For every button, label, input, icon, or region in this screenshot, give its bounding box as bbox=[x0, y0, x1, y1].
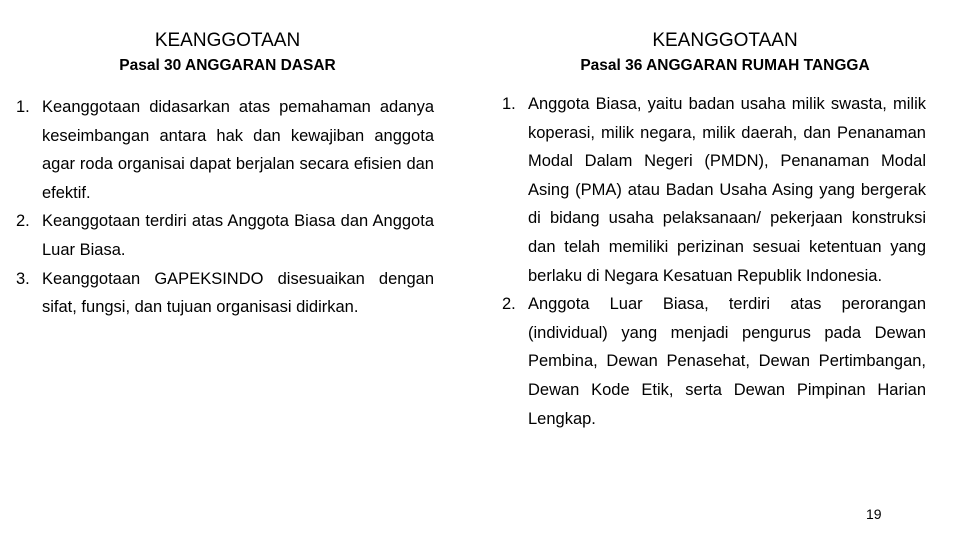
item-text: Anggota Luar Biasa, terdiri atas perorangan (individual) yang menjadi pengurus pada Dewan Pembina, Dewan Penasehat, Dewan Pertimbangan, Dewan Kode Etik, serta Dewan Pimpinan Harian Lengkap. bbox=[528, 295, 926, 428]
right-item-list bbox=[502, 90, 926, 433]
item-number: 1. bbox=[502, 95, 516, 113]
right-subtitle: Pasal 36 ANGGARAN RUMAH TANGGA bbox=[580, 57, 870, 74]
item-text: Keanggotaan terdiri atas Anggota Biasa dan Anggota Luar Biasa. bbox=[42, 212, 434, 259]
list-item bbox=[502, 90, 926, 290]
right-title: KEANGGOTAAN bbox=[652, 30, 798, 51]
list-item bbox=[16, 93, 434, 207]
item-number: 3. bbox=[16, 269, 30, 288]
item-text: Anggota Biasa, yaitu badan usaha milik swasta, milik koperasi, milik negara, milik daerah, dan Penanaman Modal Dalam Negeri (PMDN), Penanaman Modal Asing (PMA) atau Badan Usaha Asing yang bergerak di bidang usaha pelaksanaan/ pekerjaan konstruksi dan telah memiliki perizinan sesuai ketentuan yang berlaku di Negara Kesatuan Republik Indonesia. bbox=[528, 95, 926, 285]
page-number: 19 bbox=[866, 506, 882, 522]
item-number: 2. bbox=[502, 295, 516, 314]
list-item bbox=[16, 265, 434, 322]
item-number: 2. bbox=[16, 212, 30, 231]
list-item bbox=[502, 290, 926, 433]
item-number: 1. bbox=[16, 98, 30, 116]
item-text: Keanggotaan GAPEKSINDO disesuaikan dengan sifat, fungsi, dan tujuan organisasi didirkan. bbox=[42, 269, 434, 317]
left-title: KEANGGOTAAN bbox=[154, 30, 301, 51]
left-item-list bbox=[16, 93, 434, 322]
left-subtitle: Pasal 30 ANGGARAN DASAR bbox=[119, 57, 336, 74]
item-text: Keanggotaan didasarkan atas pemahaman adanya keseimbangan antara hak dan kewajiban anggota agar roda organisai dapat berjalan secara efisien dan efektif. bbox=[42, 98, 434, 202]
list-item bbox=[16, 207, 434, 264]
